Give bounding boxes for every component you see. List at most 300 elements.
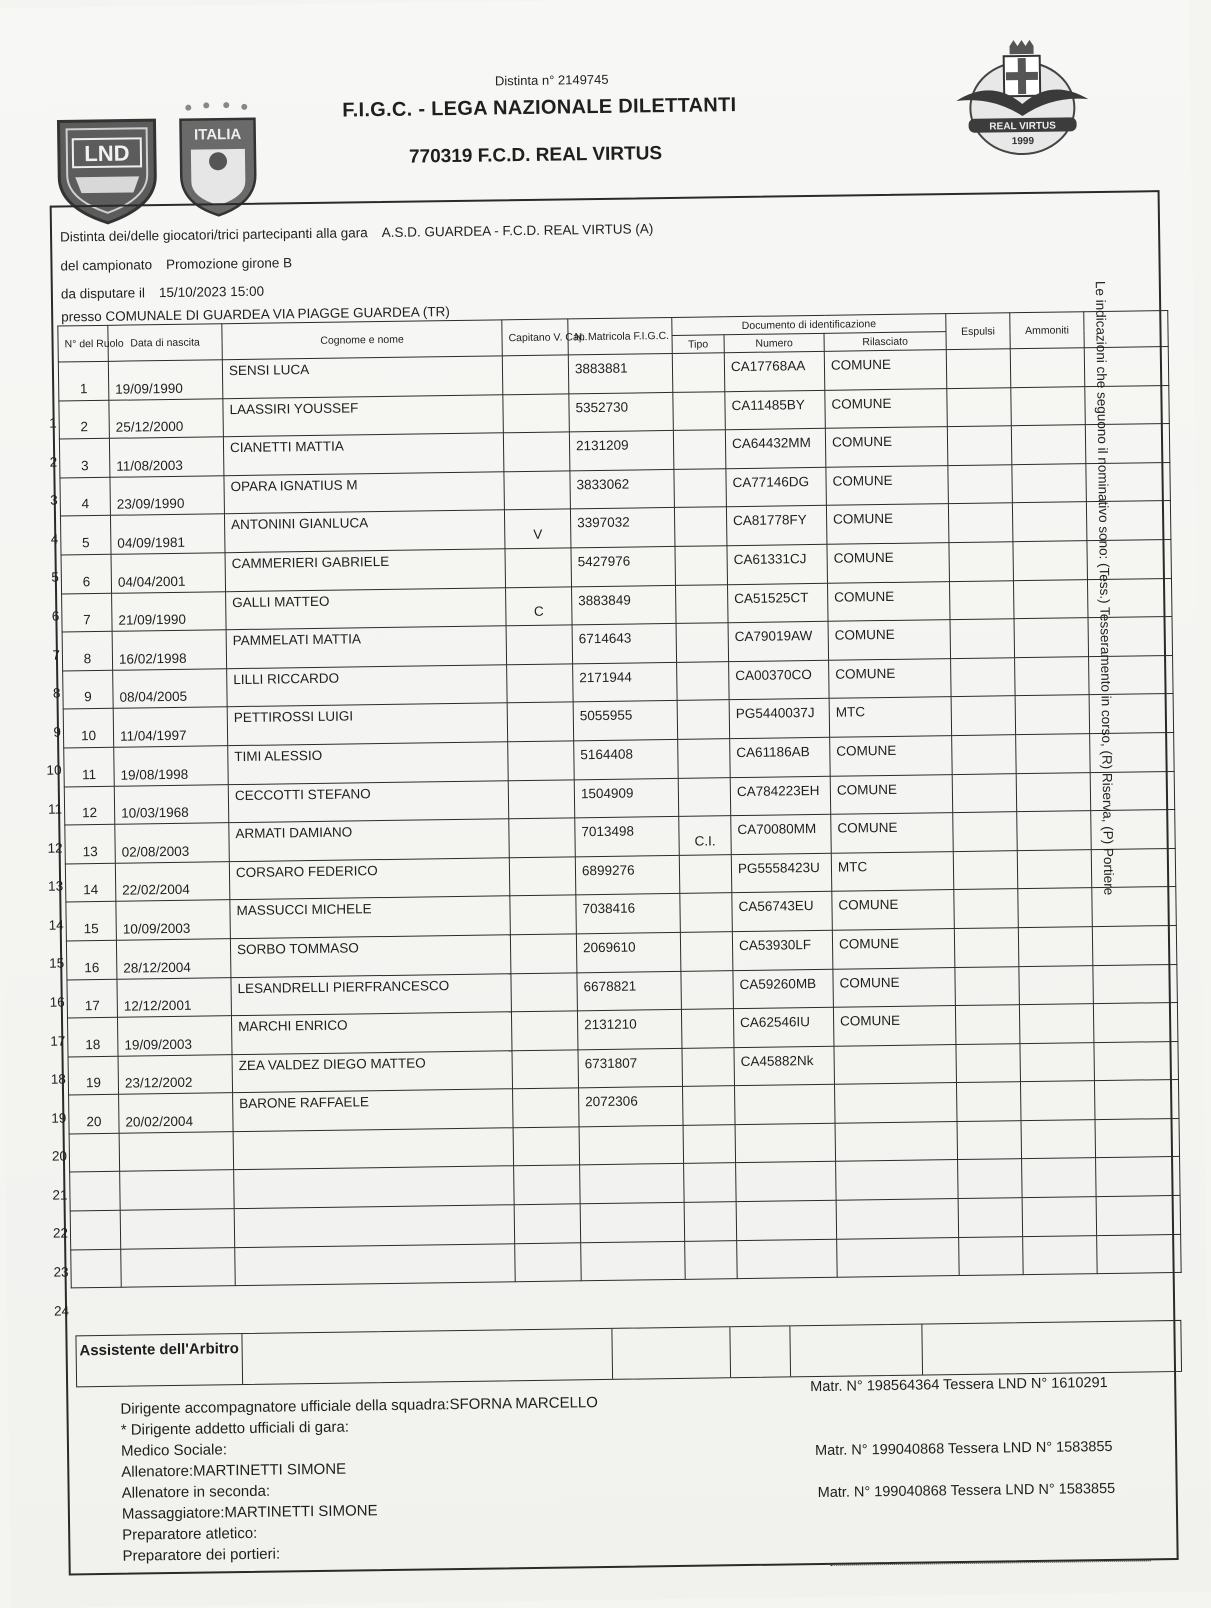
- cell-matricola: 6678821: [577, 971, 682, 1011]
- italia-logo-text: ITALIA: [193, 125, 242, 144]
- col-rilasciato: Rilasciato: [824, 332, 946, 352]
- cell-name: ANTONINI GIANLUCA: [224, 510, 505, 552]
- cell-matricola: 2131209: [569, 431, 674, 471]
- cell-extra: [1093, 964, 1178, 1004]
- cell-rilasciato: MTC: [829, 697, 952, 737]
- cell-espulsi: [958, 1198, 1023, 1237]
- cell-matricola: [580, 1202, 685, 1242]
- cell-birth: 23/12/2002: [118, 1054, 233, 1094]
- cell-tipo: [674, 468, 727, 507]
- cell-tipo: [684, 1202, 737, 1241]
- cell-ruolo: 7: [62, 593, 113, 632]
- staff-massaggiatore: Massaggiatore:MARTINETTI SIMONE: [121, 1502, 378, 1523]
- cell-numero: CA77146DG: [726, 467, 827, 507]
- cell-name: PETTIROSSI LUIGI: [227, 703, 508, 745]
- cell-espulsi: [952, 773, 1017, 812]
- margin-row-number: 15: [49, 955, 65, 972]
- cell-ammoniti: [1013, 541, 1088, 581]
- cell-rilasciato: COMUNE: [826, 504, 949, 544]
- matr-allenatore: Matr. N° 199040868 Tessera LND N° 1583855: [814, 1438, 1113, 1460]
- margin-row-number: 22: [52, 1225, 69, 1242]
- cell-extra: [1094, 1041, 1179, 1081]
- cell-ruolo: 20: [69, 1095, 120, 1134]
- cell-espulsi: [956, 1043, 1021, 1082]
- cell-rilasciato: COMUNE: [824, 350, 947, 390]
- margin-row-number: 16: [49, 994, 65, 1010]
- match-name: A.S.D. GUARDEA - F.C.D. REAL VIRTUS (A): [381, 221, 654, 240]
- cell-name: MASSUCCI MICHELE: [230, 896, 511, 938]
- cell-matricola: 2072306: [579, 1087, 684, 1127]
- cell-birth: 04/04/2001: [111, 553, 226, 593]
- league-title: F.I.G.C. - LEGA NAZIONALE DILETTANTI: [342, 94, 737, 122]
- margin-row-number: 13: [48, 878, 64, 894]
- cell-espulsi: [954, 889, 1019, 928]
- cell-numero: CA61331CJ: [727, 544, 828, 584]
- cell-captain: [508, 779, 575, 819]
- staff-dirigente: Dirigente accompagnatore ufficiale della squadra:SFORNA MARCELLO: [120, 1394, 599, 1418]
- cell-espulsi: [956, 1082, 1021, 1121]
- cell-numero: CA79019AW: [728, 621, 829, 661]
- cell-ammoniti: [1016, 772, 1091, 812]
- cell-name: CORSARO FEDERICO: [229, 857, 510, 899]
- cell-ammoniti: [1021, 1119, 1096, 1159]
- cell-ruolo: 17: [67, 979, 118, 1018]
- cell-birth: 22/02/2004: [115, 861, 230, 901]
- cell-rilasciato: [835, 1121, 958, 1161]
- margin-row-number: 14: [48, 917, 64, 933]
- club-title: 770319 F.C.D. REAL VIRTUS: [408, 143, 663, 168]
- date-line: [61, 284, 264, 302]
- cell-extra: [1096, 1157, 1181, 1197]
- cell-tipo: [679, 854, 732, 893]
- cell-ammoniti: [1020, 1042, 1095, 1082]
- cell-numero: CA62546IU: [733, 1007, 834, 1047]
- cell-rilasciato: COMUNE: [825, 427, 948, 467]
- cell-tipo: [681, 970, 734, 1009]
- cell-name: CAMMERIERI GABRIELE: [225, 549, 506, 591]
- margin-row-number: 20: [51, 1148, 68, 1164]
- cell-espulsi: [955, 1005, 1020, 1044]
- cell-matricola: 3397032: [570, 508, 675, 548]
- cell-captain: [514, 1204, 581, 1244]
- cell-matricola: 7013498: [575, 817, 680, 857]
- cell-numero: PG5558423U: [731, 853, 832, 893]
- cell-espulsi: [951, 696, 1016, 735]
- cell-ammoniti: [1023, 1235, 1098, 1275]
- assistant-name-cell: [242, 1329, 613, 1384]
- col-document: Documento di identificazione: [672, 314, 946, 336]
- distinta-number: Distinta n° 2149745: [494, 71, 609, 89]
- cell-numero: CA61186AB: [730, 737, 831, 777]
- cell-captain: V: [504, 509, 571, 549]
- col-ruolo: N° del Ruolo: [58, 325, 108, 362]
- cell-captain: [505, 548, 572, 588]
- cell-espulsi: [953, 850, 1018, 889]
- cell-tipo: [678, 739, 731, 778]
- cell-numero: PG5440037J: [729, 699, 830, 739]
- cell-numero: CA51525CT: [728, 583, 829, 623]
- cell-matricola: [581, 1241, 686, 1281]
- staff-addetto: * Dirigente addetto ufficiali di gara:: [120, 1418, 350, 1439]
- cell-rilasciato: COMUNE: [827, 581, 950, 621]
- col-captain: Capitano V. Cap.: [502, 319, 568, 356]
- cell-ruolo: [70, 1210, 121, 1249]
- cell-captain: [513, 1088, 580, 1128]
- virtus-logo-name: REAL VIRTUS: [989, 120, 1056, 133]
- venue-label: presso: [61, 308, 102, 325]
- cell-rilasciato: [834, 1044, 957, 1084]
- cell-birth: 02/08/2003: [115, 823, 230, 863]
- cell-captain: [502, 355, 569, 395]
- championship-label: del campionato: [60, 257, 153, 274]
- cell-ammoniti: [1016, 734, 1091, 774]
- cell-espulsi: [949, 580, 1014, 619]
- cell-rilasciato: COMUNE: [830, 774, 953, 814]
- margin-row-number: 21: [52, 1187, 68, 1203]
- cell-ruolo: [70, 1172, 121, 1211]
- cell-espulsi: [947, 387, 1012, 426]
- cell-tipo: [684, 1163, 737, 1202]
- side-note: Le indicazioni che seguono il nominativo sono: (Tess.) Tesseramento in corso, (R) Riserva, (P) Portiere: [1092, 280, 1117, 896]
- venue-name: COMUNALE DI GUARDEA VIA PIAGGE GUARDEA (TR): [105, 304, 450, 324]
- cell-name: SENSI LUCA: [222, 356, 503, 398]
- cell-matricola: 6731807: [578, 1048, 683, 1088]
- cell-captain: [511, 1011, 578, 1051]
- cell-tipo: [675, 546, 728, 585]
- cell-tipo: C.I.: [679, 816, 732, 855]
- cell-matricola: 6714643: [572, 624, 677, 664]
- cell-birth: 04/09/1981: [110, 514, 225, 554]
- cell-espulsi: [952, 735, 1017, 774]
- cell-birth: [121, 1247, 236, 1287]
- cell-matricola: 1504909: [574, 778, 679, 818]
- cell-name: PAMMELATI MATTIA: [226, 626, 507, 668]
- staff-portieri: Preparatore dei portieri:: [122, 1545, 281, 1565]
- margin-row-number: 17: [50, 1032, 66, 1049]
- cell-tipo: [680, 932, 733, 971]
- cell-rilasciato: COMUNE: [828, 620, 951, 660]
- cell-matricola: 5164408: [574, 739, 679, 779]
- cell-extra: [1092, 925, 1177, 965]
- cell-birth: 19/09/2003: [117, 1016, 232, 1056]
- cell-rilasciato: COMUNE: [831, 813, 954, 853]
- cell-ruolo: [69, 1133, 120, 1172]
- cell-tipo: [678, 777, 731, 816]
- cell-numero: CA45882Nk: [734, 1046, 835, 1086]
- cell-tipo: [685, 1240, 738, 1279]
- cell-rilasciato: [836, 1160, 959, 1200]
- assistant-cell: [612, 1327, 731, 1379]
- cell-ruolo: 16: [66, 940, 117, 979]
- cell-matricola: 2069610: [576, 932, 681, 972]
- margin-row-number: 5: [51, 569, 59, 586]
- col-numero: Numero: [724, 333, 824, 352]
- cell-ruolo: 1: [58, 361, 109, 400]
- cell-espulsi: [958, 1159, 1023, 1198]
- cell-espulsi: [953, 812, 1018, 851]
- cell-rilasciato: COMUNE: [830, 736, 953, 776]
- cell-birth: 08/04/2005: [113, 668, 228, 708]
- cell-birth: 28/12/2004: [116, 939, 231, 979]
- staff-list: [120, 1392, 600, 1567]
- cell-name: [234, 1166, 515, 1208]
- cell-name: [235, 1243, 516, 1285]
- cell-extra: [1094, 1080, 1179, 1120]
- cell-captain: [510, 934, 577, 974]
- cell-rilasciato: MTC: [831, 851, 954, 891]
- cell-tipo: [677, 661, 730, 700]
- cell-ammoniti: [1012, 502, 1087, 542]
- margin-row-number: 4: [50, 531, 59, 547]
- cell-ammoniti: [1019, 1004, 1094, 1044]
- margin-row-number: 24: [53, 1303, 70, 1319]
- cell-rilasciato: COMUNE: [826, 465, 949, 505]
- cell-tipo: [681, 1009, 734, 1048]
- cell-name: LILLI RICCARDO: [227, 665, 508, 707]
- cell-name: TIMI ALESSIO: [228, 742, 509, 784]
- cell-numero: CA81778FY: [726, 506, 827, 546]
- cell-tipo: [680, 893, 733, 932]
- cell-ammoniti: [1018, 888, 1093, 928]
- margin-row-number: 8: [52, 685, 61, 701]
- cell-rilasciato: COMUNE: [833, 967, 956, 1007]
- cell-birth: 21/09/1990: [112, 591, 227, 631]
- margin-row-number: 2: [49, 454, 58, 470]
- cell-espulsi: [955, 966, 1020, 1005]
- cell-rilasciato: [837, 1237, 960, 1277]
- cell-espulsi: [948, 464, 1013, 503]
- roster-table: [57, 310, 1181, 1289]
- cell-captain: [512, 1050, 579, 1090]
- cell-name: OPARA IGNATIUS M: [224, 472, 505, 514]
- cell-ruolo: 2: [59, 400, 110, 439]
- cell-ammoniti: [1017, 811, 1092, 851]
- cell-espulsi: [946, 349, 1011, 388]
- cell-espulsi: [957, 1121, 1022, 1160]
- cell-rilasciato: COMUNE: [832, 928, 955, 968]
- cell-rilasciato: [834, 1083, 957, 1123]
- cell-name: [233, 1128, 514, 1170]
- cell-ruolo: 3: [59, 439, 110, 478]
- margin-row-number: 6: [51, 608, 60, 624]
- cell-espulsi: [954, 928, 1019, 967]
- margin-row-number: 11: [47, 801, 63, 817]
- cell-ruolo: 10: [63, 709, 114, 748]
- cell-birth: [120, 1170, 235, 1210]
- cell-ruolo: 6: [61, 554, 112, 593]
- cell-extra: [1097, 1234, 1182, 1274]
- cell-birth: 11/08/2003: [109, 437, 224, 477]
- col-espulsi: Espulsi: [946, 313, 1010, 350]
- cell-numero: [736, 1200, 837, 1240]
- cell-birth: 11/04/1997: [113, 707, 228, 747]
- cell-ammoniti: [1017, 849, 1092, 889]
- cell-captain: [511, 972, 578, 1012]
- cell-tipo: [682, 1047, 735, 1086]
- match-date: 15/10/2023 15:00: [158, 283, 265, 301]
- cell-extra: [1093, 1003, 1178, 1043]
- cell-matricola: 3833062: [570, 469, 675, 509]
- staff-allenatore: Allenatore:MARTINETTI SIMONE: [121, 1460, 347, 1481]
- cell-numero: [735, 1085, 836, 1125]
- cell-captain: [503, 432, 570, 472]
- margin-row-number: 12: [47, 840, 63, 856]
- col-tipo: Tipo: [672, 335, 724, 354]
- cell-ruolo: 11: [64, 747, 115, 786]
- cell-numero: [735, 1123, 836, 1163]
- cell-rilasciato: COMUNE: [825, 388, 948, 428]
- cell-matricola: 3883881: [568, 353, 673, 393]
- cell-birth: 10/09/2003: [116, 900, 231, 940]
- staff-medico: Medico Sociale:: [120, 1441, 228, 1460]
- cell-ammoniti: [1013, 579, 1088, 619]
- italia-logo-icon: [174, 99, 262, 220]
- cell-rilasciato: COMUNE: [832, 890, 955, 930]
- cell-numero: CA70080MM: [731, 814, 832, 854]
- staff-seconda: Allenatore in seconda:: [121, 1482, 271, 1502]
- cell-ruolo: 14: [65, 863, 116, 902]
- cell-name: CIANETTI MATTIA: [223, 433, 504, 475]
- cell-extra: [1095, 1118, 1180, 1158]
- cell-captain: [515, 1242, 582, 1282]
- cell-matricola: [580, 1164, 685, 1204]
- matr-massaggiatore: Matr. N° 199040868 Tessera LND N° 1583855: [817, 1480, 1116, 1502]
- cell-birth: 10/03/1968: [114, 784, 229, 824]
- cell-captain: [508, 741, 575, 781]
- cell-numero: [736, 1162, 837, 1202]
- cell-ammoniti: [1011, 386, 1086, 426]
- cell-rilasciato: COMUNE: [829, 658, 952, 698]
- margin-row-number: 10: [46, 762, 62, 779]
- cell-tipo: [676, 623, 729, 662]
- cell-espulsi: [949, 542, 1014, 581]
- cell-ammoniti: [1010, 348, 1085, 388]
- cell-ammoniti: [1014, 618, 1089, 658]
- cell-birth: [120, 1209, 235, 1249]
- cell-birth: 19/08/1998: [114, 746, 229, 786]
- cell-ruolo: 5: [60, 516, 111, 555]
- cell-rilasciato: COMUNE: [827, 543, 950, 583]
- cell-matricola: 2131210: [577, 1009, 682, 1049]
- margin-row-number: 23: [53, 1264, 69, 1280]
- cell-espulsi: [950, 619, 1015, 658]
- cell-espulsi: [959, 1236, 1024, 1275]
- cell-ruolo: 15: [66, 902, 117, 941]
- cell-matricola: 7038416: [576, 894, 681, 934]
- lnd-logo-text: LND: [84, 140, 130, 167]
- cell-name: ARMATI DAMIANO: [229, 819, 510, 861]
- cell-name: [234, 1205, 515, 1247]
- cell-birth: 23/09/1990: [110, 476, 225, 516]
- cell-numero: CA64432MM: [725, 429, 826, 469]
- cell-captain: [514, 1165, 581, 1205]
- cell-captain: [509, 857, 576, 897]
- cell-ruolo: 9: [63, 670, 114, 709]
- cell-birth: 25/12/2000: [109, 398, 224, 438]
- cell-birth: [119, 1132, 234, 1172]
- margin-row-number: 18: [50, 1071, 66, 1087]
- assistant-cell: [730, 1326, 791, 1377]
- championship-name: Promozione girone B: [165, 255, 293, 273]
- cell-tipo: [672, 353, 725, 392]
- cell-ruolo: 12: [64, 786, 115, 825]
- cell-numero: CA11485BY: [725, 390, 826, 430]
- cell-numero: [737, 1239, 838, 1279]
- cell-numero: CA56743EU: [732, 892, 833, 932]
- cell-ammoniti: [1015, 695, 1090, 735]
- cell-matricola: 5055955: [573, 701, 678, 741]
- cell-birth: 12/12/2001: [117, 977, 232, 1017]
- real-virtus-logo-icon: [951, 37, 1093, 159]
- cell-birth: 20/02/2004: [119, 1093, 234, 1133]
- cell-name: LESANDRELLI PIERFRANCESCO: [231, 973, 512, 1015]
- cell-matricola: [579, 1125, 684, 1165]
- cell-captain: [507, 702, 574, 742]
- cell-name: LAASSIRI YOUSSEF: [223, 394, 504, 436]
- cell-tipo: [673, 391, 726, 430]
- cell-tipo: [676, 584, 729, 623]
- cell-captain: [510, 895, 577, 935]
- margin-row-number: 1: [49, 415, 57, 431]
- cell-ammoniti: [1015, 656, 1090, 696]
- cell-ammoniti: [1018, 927, 1093, 967]
- margin-row-number: 19: [51, 1110, 67, 1126]
- cell-matricola: 3883849: [572, 585, 677, 625]
- margin-row-number: 3: [50, 492, 58, 508]
- cell-matricola: 2171944: [573, 662, 678, 702]
- col-name: Cognome e nome: [222, 320, 502, 360]
- cell-rilasciato: COMUNE: [833, 1006, 956, 1046]
- cell-name: BARONE RAFFAELE: [233, 1089, 514, 1131]
- cell-numero: CA17768AA: [724, 351, 825, 391]
- cell-numero: CA784223EH: [730, 776, 831, 816]
- cell-tipo: [674, 507, 727, 546]
- cell-matricola: 5427976: [571, 546, 676, 586]
- virtus-logo-year: 1999: [1011, 135, 1035, 148]
- col-ammoniti: Ammoniti: [1010, 312, 1084, 349]
- cell-ammoniti: [1011, 425, 1086, 465]
- cell-ammoniti: [1022, 1158, 1097, 1198]
- cell-ruolo: 13: [65, 824, 116, 863]
- cell-espulsi: [948, 503, 1013, 542]
- col-matricola: N. Matricola F.I.G.C.: [568, 317, 672, 354]
- cell-tipo: [683, 1086, 736, 1125]
- cell-captain: [509, 818, 576, 858]
- col-birth: Data di nascita: [108, 324, 222, 362]
- assistant-label: Assistente dell'Arbitro: [76, 1334, 243, 1386]
- cell-birth: 19/09/1990: [108, 360, 223, 400]
- cell-tipo: [673, 430, 726, 469]
- cell-matricola: 5352730: [569, 392, 674, 432]
- date-label: da disputare il: [60, 285, 146, 302]
- match-label: Distinta dei/delle giocatori/trici partecipanti alla gara: [59, 225, 368, 245]
- cell-captain: C: [506, 586, 573, 626]
- margin-row-number: 7: [52, 647, 61, 663]
- cell-numero: CA53930LF: [732, 930, 833, 970]
- cell-name: GALLI MATTEO: [226, 587, 507, 629]
- cell-ammoniti: [1022, 1197, 1097, 1237]
- cell-ruolo: 18: [67, 1017, 118, 1056]
- cell-name: CECCOTTI STEFANO: [228, 780, 509, 822]
- cell-espulsi: [951, 657, 1016, 696]
- cell-numero: CA59260MB: [733, 969, 834, 1009]
- cell-tipo: [677, 700, 730, 739]
- cell-matricola: 6899276: [575, 855, 680, 895]
- cell-rilasciato: [836, 1199, 959, 1239]
- cell-birth: 16/02/1998: [112, 630, 227, 670]
- cell-numero: CA00370CO: [729, 660, 830, 700]
- cell-espulsi: [947, 426, 1012, 465]
